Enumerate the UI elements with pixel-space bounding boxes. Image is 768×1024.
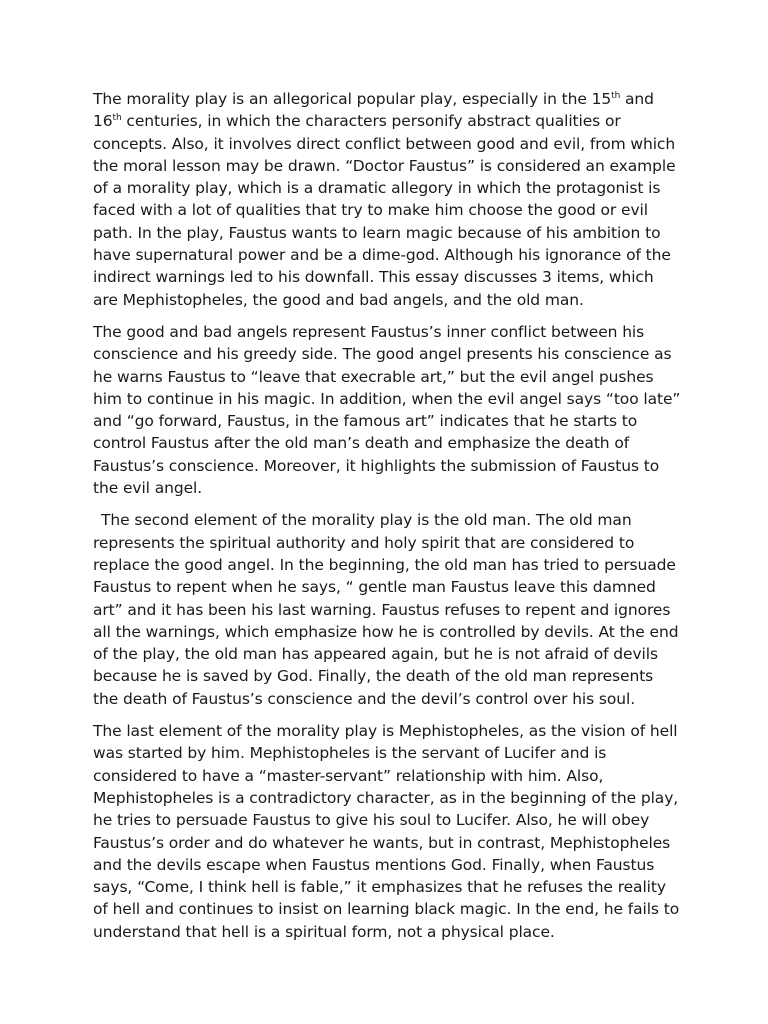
document-body: [93, 88, 683, 953]
intro-text-1: The morality play is an allegorical popular play, especially in the 15: [93, 90, 612, 108]
intro-text-2: and 16: [93, 90, 654, 131]
superscript-th-1: th: [611, 91, 621, 101]
paragraph-old-man: [93, 509, 683, 710]
superscript-th-2: th: [112, 113, 122, 124]
intro-text-3: centuries, in which the characters personify abstract qualities or concepts. Also, it involves direct conflict between good and evil, from which the moral lesson may be drawn. “Doctor Faustus” is considered an example of a morality play, which is a dramatic allegory in which the protagonist is faced with a lot of qualities that try to make him choose the good or evil path. In the play, Faustus wants to learn magic because of his ambition to have supernatural power and be a dime-god. Although his ignorance of the indirect warnings led to his downfall. This essay discusses 3 items, which are Mephistopheles, the good and bad angels, and the old man.: [93, 112, 676, 309]
paragraph-mephistopheles: [93, 720, 683, 943]
paragraph-intro: [93, 88, 683, 311]
paragraph-angels: [93, 321, 683, 499]
old-man-text: The second element of the morality play is the old man. The old man represents the spiritual authority and holy spirit that are considered to replace the good angel. In the beginning, the old man has tried to persuade Faustus to repent when he says, “ gentle man Faustus leave this damned art” and it has been his last warning. Faustus refuses to repent and ignores all the warnings, which emphasize how he is controlled by devils. At the end of the play, the old man has appeared again, but he is not afraid of devils because he is saved by God. Finally, the death of the old man represents the death of Faustus’s conscience and the devil’s control over his soul.: [93, 511, 679, 708]
mephistopheles-text: The last element of the morality play is Mephistopheles, as the vision of hell was started by him. Mephistopheles is the servant of Lucifer and is considered to have a “master-servant” relationship with him. Also, Mephistopheles is a contradictory character, as in the beginning of the play, he tries to persuade Faustus to give his soul to Lucifer. Also, he will obey Faustus’s order and do whatever he wants, but in contrast, Mephistopheles and the devils escape when Faustus mentions God. Finally, when Faustus says, “Come, I think hell is fable,” it emphasizes that he refuses the reality of hell and continues to insist on learning black magic. In the end, he fails to understand that hell is a spiritual form, not a physical place.: [93, 722, 680, 941]
angels-text: The good and bad angels represent Faustus’s inner conflict between his conscience and his greedy side. The good angel presents his conscience as he warns Faustus to “leave that execrable art,” but the evil angel pushes him to continue in his magic. In addition, when the evil angel says “too late” and “go forward, Faustus, in the famous art” indicates that he starts to control Faustus after the old man’s death and emphasize the death of Faustus’s conscience. Moreover, it highlights the submission of Faustus to the evil angel.: [93, 322, 681, 498]
